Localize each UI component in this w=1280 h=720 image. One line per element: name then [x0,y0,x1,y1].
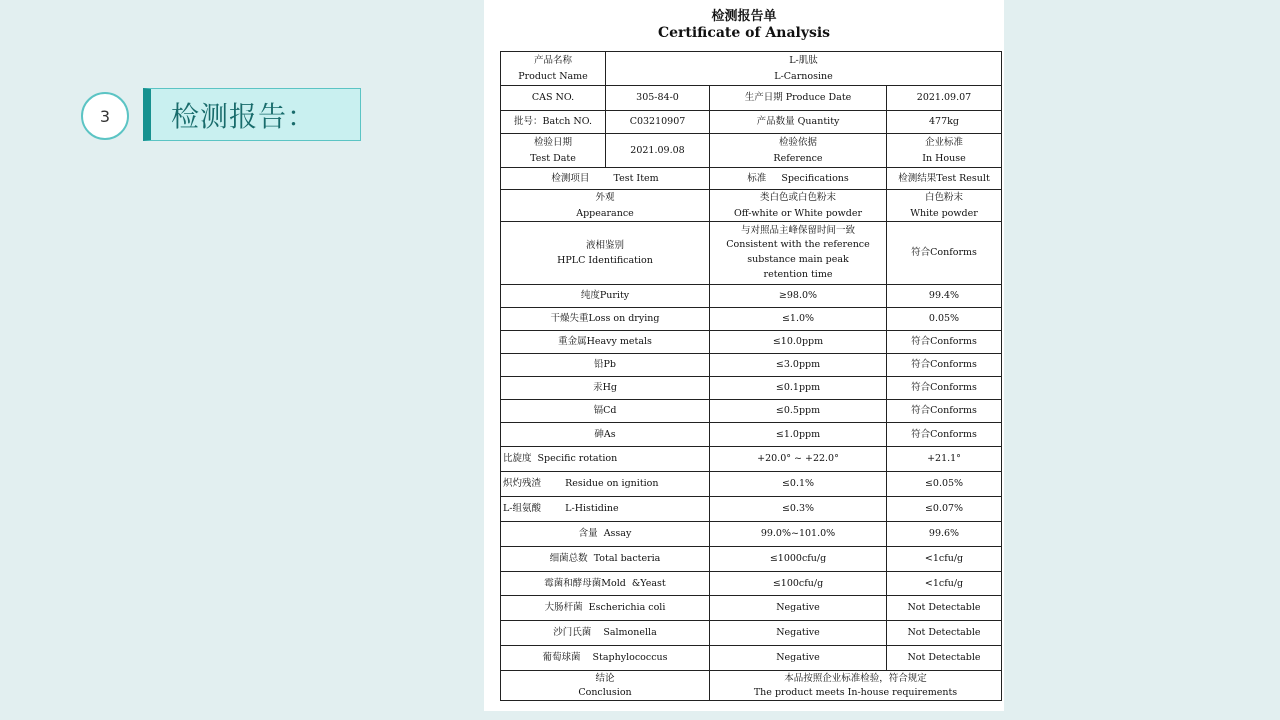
test-result: Not Detectable [887,621,1002,646]
header-test-item: 检测项目 Test Item [501,168,710,190]
test-item: 干燥失重Loss on drying [501,308,710,331]
test-item: 汞Hg [501,377,710,400]
conclusion-value [710,671,1002,701]
test-item: 葡萄球菌 Staphylococcus [501,646,710,671]
test-result: <1cfu/g [887,572,1002,596]
hplc-spec-line-4: retention time [763,268,833,280]
test-item: 沙门氏菌 Salmonella [501,621,710,646]
test-row [501,497,1002,522]
appearance-spec [710,190,887,222]
appearance-en: Appearance [576,207,634,219]
test-row [501,596,1002,621]
test-spec: ≤100cfu/g [710,572,887,596]
document-title-en: Certificate of Analysis [657,25,831,41]
test-spec: ≤1.0ppm [710,423,887,447]
row-appearance [501,190,1002,222]
test-result: 符合Conforms [887,423,1002,447]
batch-label: 批号：Batch NO. [501,111,606,134]
quantity-label: 产品数量 Quantity [710,111,887,134]
appearance-spec-en: Off-white or White powder [734,207,862,219]
test-spec: ≤0.3% [710,497,887,522]
test-result: Not Detectable [887,596,1002,621]
test-spec: +20.0° ~ +22.0° [710,447,887,472]
appearance-result-cn: 白色粉末 [925,192,964,204]
test-date-label-cn: 检验日期 [533,137,572,149]
product-name-label-en: Product Name [518,70,588,82]
test-spec: ≤10.0ppm [710,331,887,354]
test-item: 霉菌和酵母菌Mold &Yeast [501,572,710,596]
produce-date-label: 生产日期 Produce Date [710,86,887,111]
product-name-en: L-Carnosine [774,70,833,82]
section-title [143,88,361,141]
reference-label-cn: 检验依据 [778,137,817,149]
coa-table [500,51,1002,701]
test-row [501,377,1002,400]
hplc-cn: 液相鉴别 [585,239,624,251]
hplc-result: 符合Conforms [887,222,1002,285]
test-result: 符合Conforms [887,331,1002,354]
conclusion-label [501,671,710,701]
appearance-result [887,190,1002,222]
test-spec: ≤3.0ppm [710,354,887,377]
test-result: 99.6% [887,522,1002,547]
appearance-item [501,190,710,222]
product-name-cn: L-肌肽 [789,55,818,67]
header-specifications: 标准 Specifications [710,168,887,190]
row-header [501,168,1002,190]
test-item: 重金属Heavy metals [501,331,710,354]
test-item: 大肠杆菌 Escherichia coli [501,596,710,621]
test-result: +21.1° [887,447,1002,472]
batch-value: C03210907 [606,111,710,134]
test-row [501,400,1002,423]
test-row [501,285,1002,308]
test-result: 符合Conforms [887,377,1002,400]
test-result: 符合Conforms [887,400,1002,423]
quantity-value: 477kg [887,111,1002,134]
test-row [501,646,1002,671]
test-result: <1cfu/g [887,547,1002,572]
product-name-label-cn: 产品名称 [533,55,572,67]
test-item: 镉Cd [501,400,710,423]
hplc-en: HPLC Identification [557,255,653,266]
test-item: 纯度Purity [501,285,710,308]
test-result: 99.4% [887,285,1002,308]
test-spec: ≤0.5ppm [710,400,887,423]
reference-value-cn: 企业标准 [925,137,964,149]
test-item: 炽灼残渣 Residue on ignition [501,472,710,497]
header-test-result: 检测结果Test Result [887,168,1002,190]
test-spec: ≤0.1ppm [710,377,887,400]
test-spec: Negative [710,646,887,671]
row-test-date [501,134,1002,168]
product-name-value [606,52,1002,86]
test-result: ≤0.07% [887,497,1002,522]
test-spec: 99.0%~101.0% [710,522,887,547]
test-item: 含量 Assay [501,522,710,547]
row-cas [501,86,1002,111]
hplc-spec-line-3: substance main peak [747,254,849,265]
test-result: Not Detectable [887,646,1002,671]
row-hplc [501,222,1002,285]
row-batch [501,111,1002,134]
test-result: 符合Conforms [887,354,1002,377]
product-name-label [501,52,606,86]
test-row [501,621,1002,646]
certificate-document [484,0,1004,711]
reference-value-en: In House [922,152,966,164]
cas-value: 305-84-0 [606,86,710,111]
test-spec: ≤1000cfu/g [710,547,887,572]
appearance-result-en: White powder [910,207,978,219]
reference-value [887,134,1002,168]
test-date-label [501,134,606,168]
test-item: 砷As [501,423,710,447]
hplc-item [501,222,710,285]
test-result: ≤0.05% [887,472,1002,497]
appearance-spec-cn: 类白色或白色粉末 [759,192,836,204]
document-title-cn: 检测报告单 [711,9,777,24]
conclusion-value-cn: 本品按照企业标准检验，符合规定 [784,672,927,684]
test-row [501,522,1002,547]
appearance-cn: 外观 [595,192,615,204]
test-row [501,547,1002,572]
test-row [501,331,1002,354]
test-item: L-组氨酸 L-Histidine [501,497,710,522]
row-conclusion [501,671,1002,701]
test-spec: Negative [710,596,887,621]
row-product-name [501,52,1002,86]
reference-label [710,134,887,168]
conclusion-label-en: Conclusion [578,686,632,698]
step-number-badge: 3 [81,92,129,140]
hplc-spec-line-1: 与对照品主峰保留时间一致 [740,224,855,236]
test-item: 细菌总数 Total bacteria [501,547,710,572]
hplc-spec-line-2: Consistent with the reference [726,239,870,251]
reference-label-en: Reference [773,152,823,164]
test-row [501,572,1002,596]
test-spec: ≤0.1% [710,472,887,497]
test-item: 铅Pb [501,354,710,377]
test-date-label-en: Test Date [530,152,576,164]
hplc-spec [710,222,887,285]
test-spec: Negative [710,621,887,646]
test-spec: ≤1.0% [710,308,887,331]
conclusion-label-cn: 结论 [595,672,615,684]
produce-date-value: 2021.09.07 [887,86,1002,111]
test-item: 比旋度 Specific rotation [501,447,710,472]
test-date-value: 2021.09.08 [606,134,710,168]
test-row [501,447,1002,472]
test-row [501,308,1002,331]
conclusion-value-en: The product meets In-house requirements [753,686,958,698]
test-result: 0.05% [887,308,1002,331]
test-row [501,354,1002,377]
test-row [501,472,1002,497]
test-spec: ≥98.0% [710,285,887,308]
section-title-text: 检测报告： [171,99,317,133]
test-row [501,423,1002,447]
cas-label: CAS NO. [501,86,606,111]
